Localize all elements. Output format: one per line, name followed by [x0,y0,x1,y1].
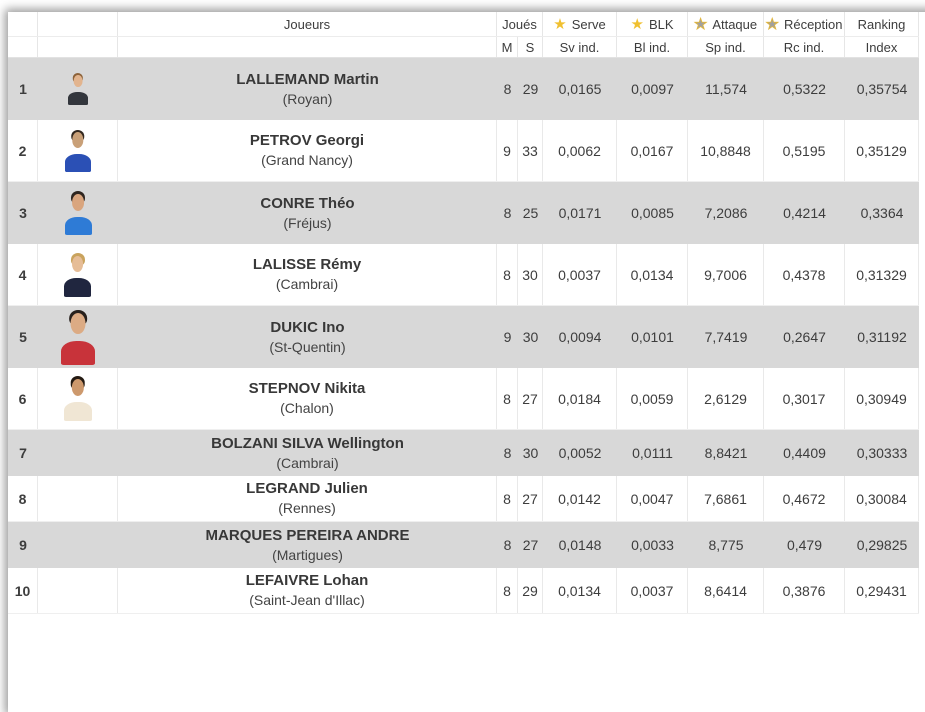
header-photo-spacer [38,12,118,36]
subheader-rc: Rc ind. [764,37,845,57]
subheader-rank-spacer [8,37,38,57]
reception-ind-cell: 0,4378 [764,244,845,305]
serve-ind-cell: 0,0184 [543,368,617,429]
subheader-sp: Sp ind. [688,37,764,57]
player-photo [68,73,88,105]
player-name: LALLEMAND Martin [236,70,379,88]
player-name: LEFAIVRE Lohan [245,572,369,590]
block-ind-cell: 0,0167 [617,120,688,181]
subheader-m: M [497,37,518,57]
block-ind-cell: 0,0097 [631,81,674,97]
block-ind-cell: 0,0047 [617,476,688,521]
player-club: (Cambrai) [275,276,339,293]
table-row [8,244,919,306]
player-club: (Grand Nancy) [261,152,353,169]
player-cell [118,368,497,429]
table-row [8,306,919,368]
serve-ind-cell: 0,0171 [558,205,602,221]
matches-cell: 8 [503,81,512,97]
table-row [8,368,919,430]
player-cell [118,476,497,521]
avatar-jersey [64,402,92,421]
table-row [8,568,919,614]
player-name: LEGRAND Julien [246,480,368,498]
player-cell [118,306,497,368]
header-reception-label: Réception [783,16,843,32]
player-cell [118,182,497,244]
header-blk [617,12,688,36]
header-attaque [688,12,764,36]
rank-cell: 4 [8,244,38,305]
matches-cell: 8 [497,244,518,305]
reception-ind-cell: 0,4214 [783,205,826,221]
header-attaque-label: Attaque [712,16,758,32]
block-ind-cell: 0,0101 [631,329,674,345]
table-row [8,182,919,244]
serve-ind-cell: 0,0165 [558,81,602,97]
attack-ind-cell: 7,6861 [688,476,764,521]
avatar-head [71,379,83,396]
rank-cell: 10 [8,568,38,613]
player-cell [118,430,497,476]
reception-ind-cell: 0,3876 [764,568,845,613]
avatar-jersey [65,217,92,235]
avatar-head [74,75,83,87]
player-name: STEPNOV Nikita [248,380,366,398]
block-ind-cell: 0,0059 [617,368,688,429]
sets-cell: 30 [522,445,539,461]
player-cell [118,568,497,613]
sets-cell: 30 [522,329,539,345]
reception-ind-cell: 0,3017 [764,368,845,429]
sets-cell: 27 [522,537,539,553]
blk-star-icon[interactable]: ★ [630,15,644,33]
table-body [8,58,925,614]
header-joueurs: Joueurs [118,12,497,36]
player-photo-cell [38,58,118,120]
serve-ind-cell: 0,0094 [558,329,602,345]
player-photo [64,253,91,297]
serve-ind-cell: 0,0062 [543,120,617,181]
sets-cell: 27 [518,368,543,429]
serve-ind-cell: 0,0148 [558,537,602,553]
matches-cell: 8 [497,368,518,429]
subheader-sv: Sv ind. [543,37,617,57]
player-photo-cell [38,244,118,305]
avatar-jersey [65,154,91,172]
ranking-index-cell: 0,29431 [845,568,919,613]
rank-cell: 9 [19,537,27,553]
attaque-star-icon[interactable]: ★ [693,15,708,33]
ranking-index-cell: 0,3364 [860,205,904,221]
player-cell [118,120,497,181]
table-row [8,120,919,182]
sets-cell: 29 [518,568,543,613]
player-photo-cell [38,306,118,368]
ranking-index-cell: 0,30949 [845,368,919,429]
player-photo-cell [38,476,118,521]
player-name: LALISSE Rémy [252,256,362,274]
matches-cell: 9 [497,120,518,181]
ranking-table-card [8,12,925,712]
attack-ind-cell: 7,7419 [704,329,748,345]
ranking-index-cell: 0,29825 [856,537,908,553]
reception-star-icon[interactable]: ★ [765,15,779,33]
attack-ind-cell: 11,574 [705,81,747,97]
player-photo-cell [38,182,118,244]
serve-ind-cell: 0,0052 [558,445,602,461]
player-club: (Royan) [282,90,333,107]
attack-ind-cell: 8,6414 [688,568,764,613]
header-blk-label: BLK [648,16,674,32]
player-club: (St-Quentin) [269,338,346,355]
rank-cell: 2 [8,120,38,181]
ranking-index-cell: 0,31192 [857,329,907,345]
rank-cell: 6 [8,368,38,429]
player-photo-cell [38,368,118,429]
rank-cell: 3 [19,205,27,221]
avatar-jersey [68,92,88,105]
player-photo [61,310,95,365]
subheader-photo-spacer [38,37,118,57]
rank-cell: 1 [19,81,27,97]
player-photo [64,376,92,421]
table-row [8,476,919,522]
block-ind-cell: 0,0033 [631,537,674,553]
player-club: (Saint-Jean d'Illac) [249,592,365,609]
table-header-row [8,12,919,37]
matches-cell: 8 [503,205,512,221]
player-club: (Fréjus) [283,214,332,231]
attack-ind-cell: 10,8848 [688,120,764,181]
player-cell [118,522,497,568]
player-name: PETROV Georgi [249,132,365,150]
player-cell [118,58,497,120]
player-name: CONRE Théo [260,194,355,212]
rank-cell: 5 [19,329,27,345]
subheader-index: Index [845,37,919,57]
ranking-index-cell: 0,30084 [845,476,919,521]
table-row [8,522,919,568]
matches-cell: 8 [503,445,512,461]
avatar-jersey [64,278,91,296]
serve-ind-cell: 0,0134 [543,568,617,613]
table-subheader-row [8,37,919,58]
serve-ind-cell: 0,0037 [543,244,617,305]
table-row [8,58,919,120]
ranking-index-cell: 0,35129 [845,120,919,181]
block-ind-cell: 0,0111 [632,445,673,461]
header-joues: Joués [497,12,543,36]
player-photo-cell [38,522,118,568]
block-ind-cell: 0,0085 [631,205,674,221]
player-cell [118,244,497,305]
rank-cell: 8 [8,476,38,521]
block-ind-cell: 0,0134 [617,244,688,305]
player-name: BOLZANI SILVA Wellington [211,434,404,452]
sets-cell: 29 [522,81,539,97]
matches-cell: 9 [503,329,512,345]
reception-ind-cell: 0,5322 [783,81,826,97]
player-photo-cell [38,120,118,181]
reception-ind-cell: 0,479 [786,537,823,553]
attack-ind-cell: 8,8421 [704,445,748,461]
sets-cell: 33 [518,120,543,181]
player-club: (Cambrai) [276,454,339,471]
sets-cell: 30 [518,244,543,305]
reception-ind-cell: 0,5195 [764,120,845,181]
subheader-name-spacer [118,37,497,57]
player-photo [65,130,91,172]
avatar-head [71,313,86,334]
header-serve-label: Serve [571,16,606,32]
player-photo-cell [38,430,118,476]
matches-cell: 8 [497,568,518,613]
table-row [8,430,919,476]
reception-ind-cell: 0,4409 [783,445,826,461]
block-ind-cell: 0,0037 [617,568,688,613]
rank-cell: 7 [19,445,27,461]
avatar-head [72,132,83,148]
ranking-index-cell: 0,30333 [856,445,908,461]
matches-cell: 8 [497,476,518,521]
subheader-s: S [518,37,543,57]
serve-ind-cell: 0,0142 [543,476,617,521]
ranking-index-cell: 0,35754 [856,81,908,97]
player-club: (Martigues) [272,546,343,563]
header-rank-spacer [8,12,38,36]
header-serve [543,12,617,36]
attack-ind-cell: 9,7006 [688,244,764,305]
player-photo-cell [38,568,118,613]
player-photo [65,191,92,235]
reception-ind-cell: 0,4672 [764,476,845,521]
attack-ind-cell: 7,2086 [704,205,748,221]
player-club: (Chalon) [280,400,334,417]
player-name: MARQUES PEREIRA ANDRE [205,526,410,544]
player-club: (Rennes) [278,500,336,517]
attack-ind-cell: 2,6129 [688,368,764,429]
ranking-index-cell: 0,31329 [845,244,919,305]
avatar-jersey [61,341,95,364]
matches-cell: 8 [503,537,512,553]
sets-cell: 25 [522,205,539,221]
avatar-head [72,194,84,211]
header-reception [764,12,845,36]
serve-star-icon[interactable]: ★ [553,15,567,33]
avatar-head [72,256,84,273]
sets-cell: 27 [518,476,543,521]
subheader-bl: Bl ind. [617,37,688,57]
header-ranking: Ranking [845,12,919,36]
attack-ind-cell: 8,775 [708,537,744,553]
player-name: DUKIC Ino [270,318,345,336]
reception-ind-cell: 0,2647 [783,329,826,345]
